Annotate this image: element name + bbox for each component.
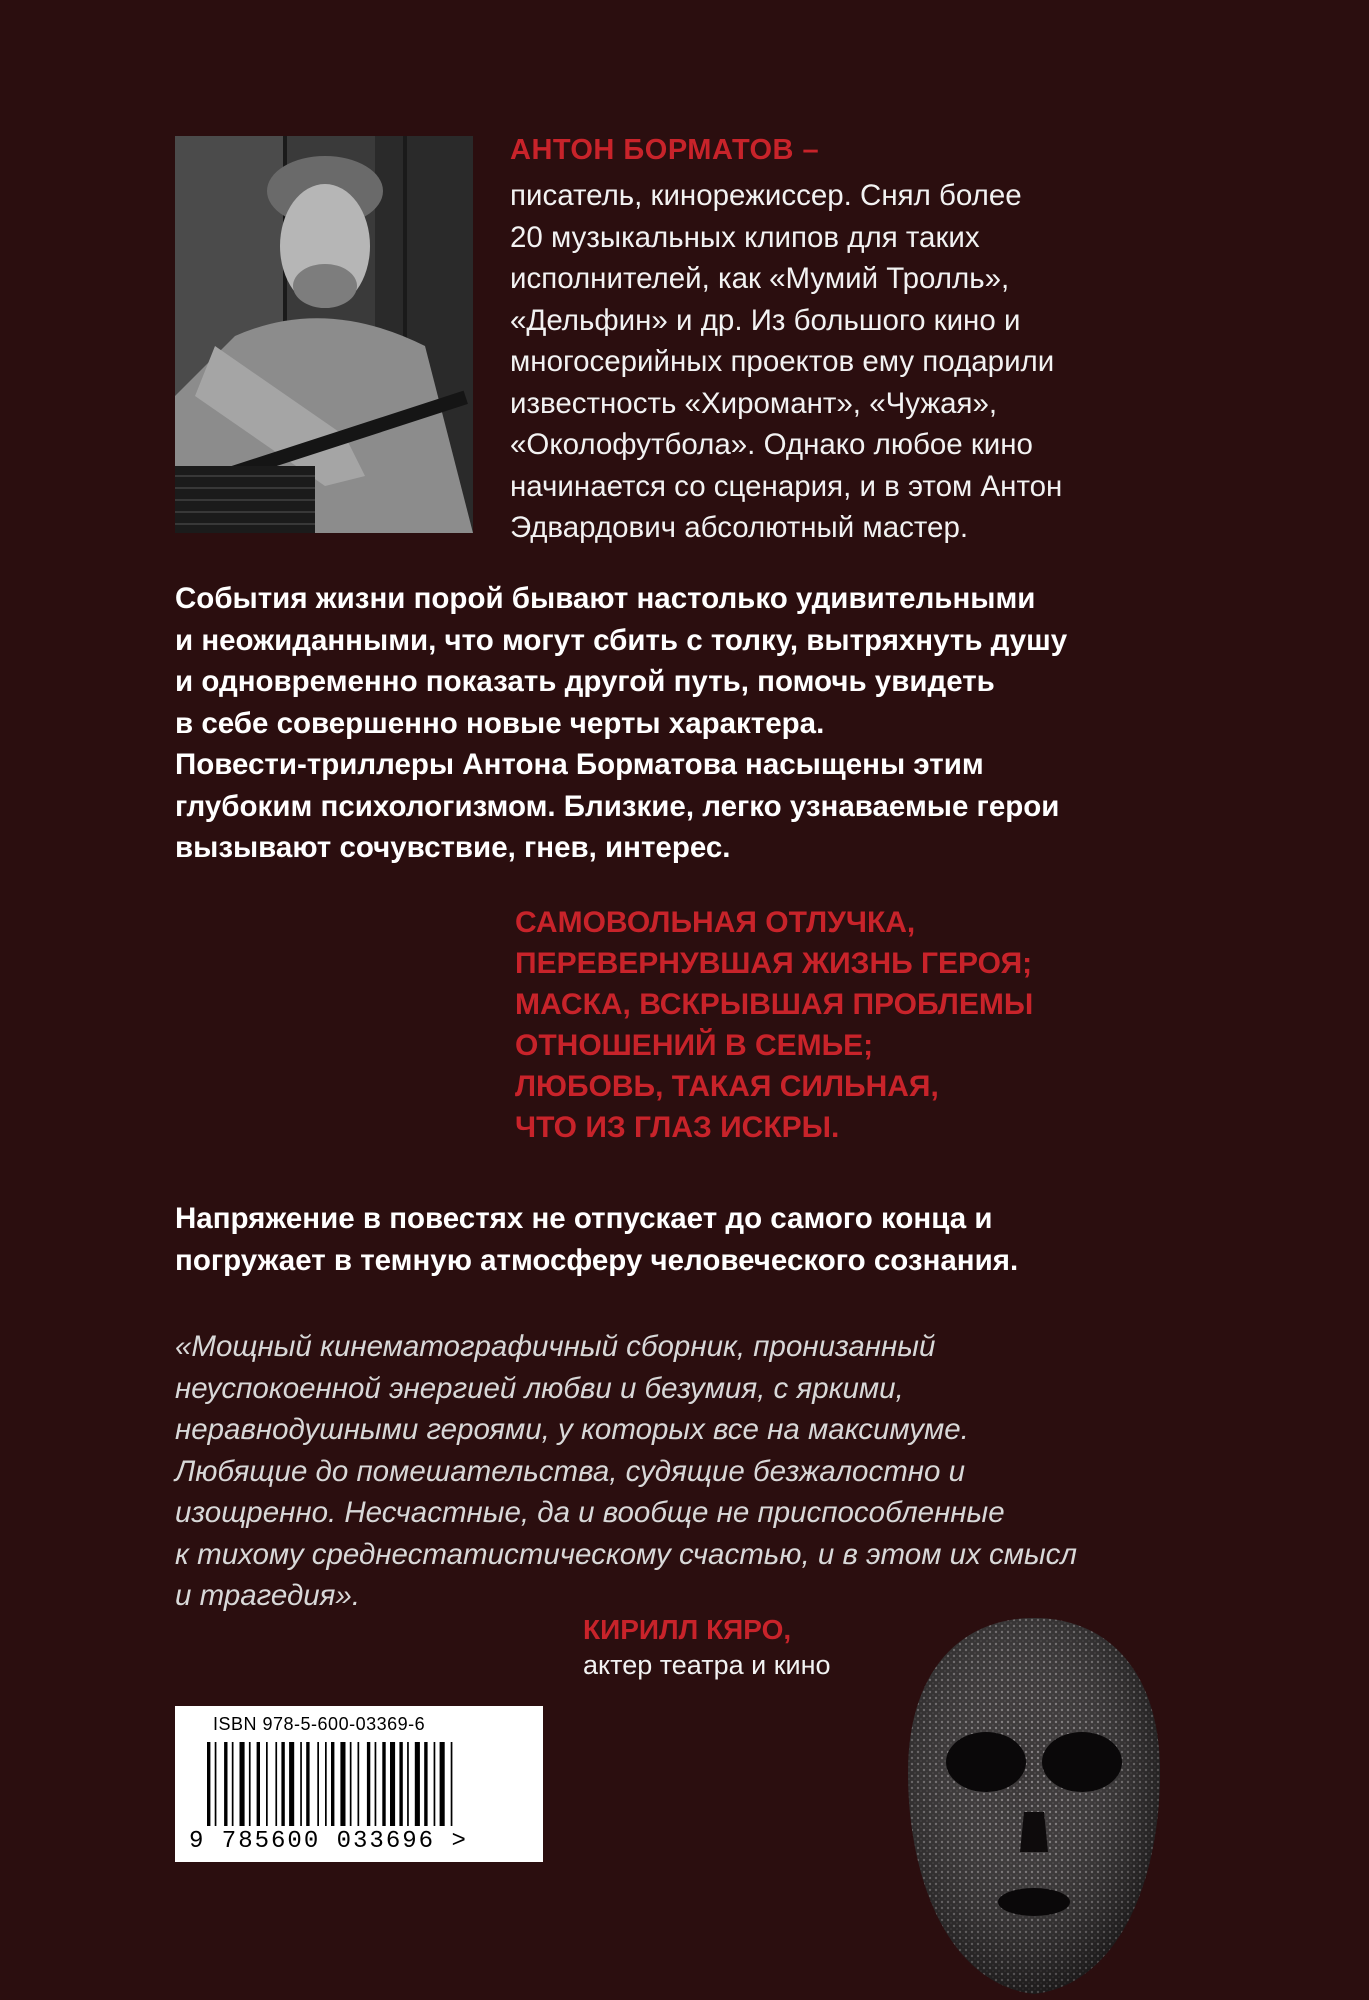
barcode-bar [424,1742,427,1826]
barcode-bar [415,1742,420,1826]
quote-line: и трагедия». [175,1579,361,1612]
quote-line: к тихому среднестатистическому счастью, и в этом их смысл [175,1537,1078,1571]
barcode-bar [434,1742,436,1826]
barcode-bar [325,1742,327,1826]
barcode-bar [249,1742,251,1826]
barcode-bar [440,1742,445,1826]
highlight-line: ЛЮБОВЬ, ТАКАЯ СИЛЬНАЯ, [515,1070,939,1103]
barcode-bar [451,1742,453,1826]
barcode-bar [340,1742,345,1826]
quote-line: изощренно. Несчастные, да и вообще не приспособленные [175,1496,1005,1529]
quote-line: «Мощный кинематографичный сборник, пронизанный [175,1330,936,1363]
sequined-mask-icon [898,1612,1170,2000]
review-quote [175,1326,1077,1617]
story-highlights [515,902,1033,1148]
description-line: в себе совершенно новые черты характера. [175,706,825,740]
barcode-bar [266,1742,268,1826]
author-name-heading: АНТОН БОРМАТОВ – [510,134,820,166]
description-line: События жизни порой бывают настолько удивительными [175,582,1036,615]
barcode-bar [375,1742,377,1826]
barcode-bar [382,1742,385,1826]
quote-line: неуспокоенной энергией любви и безумия, с яркими, [175,1371,904,1405]
barcode-bar [306,1742,309,1826]
author-photo [175,136,473,533]
highlight-line: ЧТО ИЗ ГЛАЗ ИСКРЫ. [515,1111,840,1144]
tension-paragraph [175,1198,1018,1282]
description-line: глубоким психологизмом. Близкие, легко узнаваемые герои [175,789,1060,823]
bio-line: известность «Хиромант», «Чужая», [510,386,998,420]
barcode-bar [331,1742,334,1826]
bio-line: «Околофутбола». Однако любое кино [510,428,1033,461]
barcode-bar [224,1742,227,1826]
book-description [175,578,1175,869]
isbn-label: ISBN 978-5-600-03369-6 [213,1714,426,1734]
author-bio-text [510,175,1180,549]
barcode-bars [207,1742,507,1826]
description-line: Повести-триллеры Антона Борматова насыщены этим [175,748,984,781]
bio-line: исполнителей, как «Мумий Тролль», [510,262,1010,295]
bio-line: писатель, кинорежиссер. Снял более [510,179,1022,212]
barcode-bar [232,1742,234,1826]
barcode-bar [281,1742,284,1826]
description-line: и одновременно показать другой путь, помочь увидеть [175,665,995,698]
bio-line: начинается со сценария, и в этом Антон [510,469,1063,503]
quote-line: Любящие до помешательства, судящие безжалостно и [175,1454,966,1488]
barcode-bar [399,1742,402,1826]
tension-line: Напряжение в повестях не отпускает до самого конца и [175,1202,993,1235]
barcode-bar [350,1742,352,1826]
bio-line: «Дельфин» и др. Из большого кино и [510,303,1021,337]
bio-line: многосерийных проектов ему подарили [510,345,1055,378]
eksmo-logo-icon [484,1742,534,1814]
quote-author-role: актер театра и кино [583,1650,831,1680]
barcode-bar [367,1742,370,1826]
barcode-bar [317,1742,319,1826]
barcode-bar [215,1742,217,1826]
barcode-bar [358,1742,360,1826]
barcode-bar [240,1742,245,1826]
barcode-bar [207,1742,210,1826]
bio-line: 20 музыкальных клипов для таких [510,220,980,254]
description-line: и неожиданными, что могут сбить с толку, вытряхнуть душу [175,623,1068,657]
highlight-line: МАСКА, ВСКРЫВШАЯ ПРОБЛЕМЫ [515,988,1034,1021]
highlight-line: ОТНОШЕНИЙ В СЕМЬЕ; [515,1029,874,1062]
barcode-bar [407,1742,409,1826]
barcode-bar [390,1742,395,1826]
highlight-line: ПЕРЕВЕРНУВШАЯ ЖИЗНЬ ГЕРОЯ; [515,947,1033,980]
barcode-bar [289,1742,294,1826]
barcode-bar [275,1742,277,1826]
bio-line: Эдвардович абсолютный мастер. [510,511,969,544]
description-line: вызывают сочувствие, гнев, интерес. [175,831,731,864]
tension-line: погружает в темную атмосферу человеческого сознания. [175,1244,1019,1277]
quote-author-name: КИРИЛЛ КЯРО, [583,1614,792,1645]
quote-line: неравнодушными героями, у которых все на максимуме. [175,1413,969,1446]
ean-digits: 9 785600 033696 > [189,1828,468,1855]
highlight-line: САМОВОЛЬНАЯ ОТЛУЧКА, [515,906,916,939]
barcode-bar [257,1742,260,1826]
barcode-bar [300,1742,302,1826]
